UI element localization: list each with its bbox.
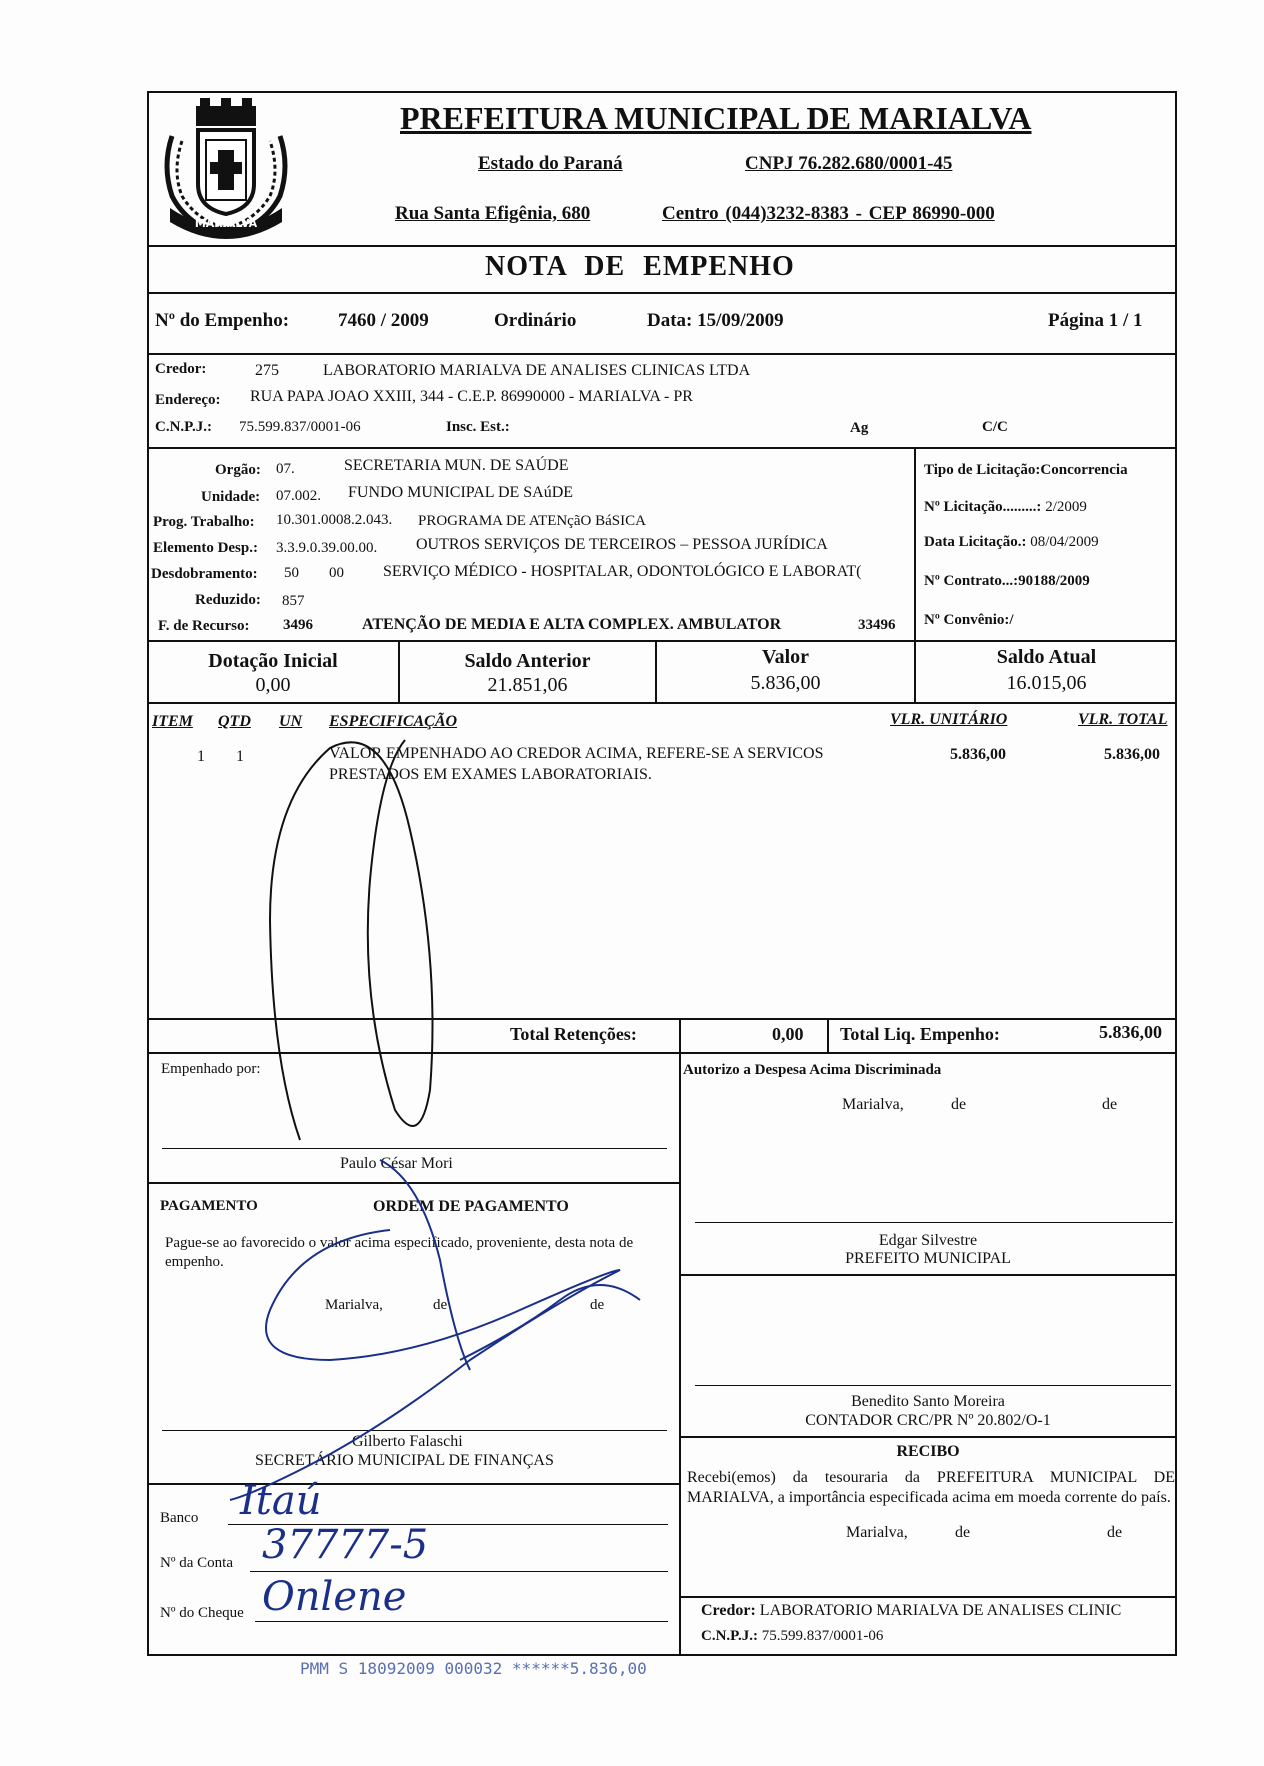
credor-code: 275 xyxy=(255,362,279,379)
saldo-anterior-value: 21.851,06 xyxy=(487,674,568,696)
autorizo-de-2: de xyxy=(1102,1096,1118,1113)
prefeito-name: Edgar Silvestre xyxy=(878,1232,978,1249)
autorizo-label: Autorizo a Despesa Acima Discriminada xyxy=(683,1062,942,1078)
pagamento-de-2: de xyxy=(590,1297,605,1313)
licitacao-number: 2/2009 xyxy=(1045,499,1087,515)
document-title: NOTA DE EMPENHO xyxy=(485,251,795,282)
empenhado-label: Empenhado por: xyxy=(161,1061,261,1077)
recibo-cnpj: 75.599.837/0001-06 xyxy=(761,1628,884,1644)
valor-label: Valor xyxy=(761,646,810,668)
empenho-number-label: Nº do Empenho: xyxy=(155,310,290,331)
reduzido-label: Reduzido: xyxy=(195,592,261,608)
rule-header xyxy=(147,245,1177,247)
rule-recibo xyxy=(679,1596,1177,1598)
recurso-name: ATENÇÃO DE MEDIA E ALTA COMPLEX. AMBULATOR xyxy=(362,616,782,633)
cheque-field-line xyxy=(255,1621,668,1622)
saldo-atual-label: Saldo Atual xyxy=(996,646,1097,668)
item-number: 1 xyxy=(197,748,205,765)
cheque-label: Nº do Cheque xyxy=(160,1605,244,1621)
item-total-value: 5.836,00 xyxy=(1104,746,1160,763)
empenho-type: Ordinário xyxy=(494,310,577,331)
institution-cnpj: CNPJ 76.282.680/0001-45 xyxy=(745,153,953,174)
contador-name: Benedito Santo Moreira xyxy=(851,1393,1005,1410)
credor-label: Credor: xyxy=(155,361,207,377)
rule-credor xyxy=(147,447,1177,449)
rule-pagamento xyxy=(147,1483,679,1485)
unidade-name: FUNDO MUNICIPAL DE SAúDE xyxy=(348,484,574,501)
rule-items xyxy=(147,1018,1177,1020)
recibo-title: RECIBO xyxy=(896,1443,960,1460)
liquido-label: Total Liq. Empenho: xyxy=(840,1024,1000,1044)
desdobramento-name: SERVIÇO MÉDICO - HOSPITALAR, ODONTOLÓGICO E LABORAT( xyxy=(383,563,862,580)
empenho-date: Data: 15/09/2009 xyxy=(647,310,784,331)
orgao-label: Orgão: xyxy=(215,462,261,478)
prefeito-title: PREFEITO MUNICIPAL xyxy=(845,1250,1011,1267)
licitacao-date: 08/04/2009 xyxy=(1030,534,1099,550)
rule-orcamento xyxy=(147,640,1177,642)
conta-field-line xyxy=(250,1571,668,1572)
recibo-de-1: de xyxy=(955,1524,971,1541)
empenhado-name: Paulo César Mori xyxy=(340,1155,453,1172)
payment-stamp: PMM S 18092009 000032 ******5.836,00 xyxy=(300,1659,647,1678)
conta-handwritten: 37777-5 xyxy=(262,1522,429,1568)
licitacao-date-label: Data Licitação.: xyxy=(924,534,1027,550)
col-qtd: QTD xyxy=(218,713,251,730)
licitacao-number-label: Nº Licitação.........: xyxy=(924,499,1042,515)
licitacao-type: Tipo de Licitação:Concorrencia xyxy=(924,462,1128,478)
unidade-code: 07.002. xyxy=(276,488,321,504)
dotacao-label: Dotação Inicial xyxy=(208,650,338,672)
recurso-label: F. de Recurso: xyxy=(158,618,250,634)
credor-cnpj: 75.599.837/0001-06 xyxy=(239,419,361,435)
convenio-number: Nº Convênio:/ xyxy=(924,612,1014,628)
secretario-title: SECRETÁRIO MUNICIPAL DE FINANÇAS xyxy=(255,1452,554,1469)
elemento-label: Elemento Desp.: xyxy=(153,540,258,556)
item-description-1: VALOR EMPENHADO AO CREDOR ACIMA, REFERE-SE A SERVICOS xyxy=(329,745,824,762)
desdobramento-label: Desdobramento: xyxy=(151,566,258,582)
retencoes-label: Total Retenções: xyxy=(510,1024,637,1044)
state-text: Estado do Paraná xyxy=(478,153,623,174)
pagamento-de-1: de xyxy=(433,1297,448,1313)
saldo-atual-value: 16.015,06 xyxy=(1006,672,1087,694)
col-un: UN xyxy=(279,713,303,730)
address-rest: Centro (044)3232-8383 - CEP 86990-000 xyxy=(662,203,995,224)
autorizo-city: Marialva, xyxy=(842,1096,904,1113)
endereco-label: Endereço: xyxy=(155,392,221,408)
valor-value: 5.836,00 xyxy=(750,672,821,694)
desdobramento-code1: 50 xyxy=(284,565,299,581)
contrato-number: Nº Contrato...:90188/2009 xyxy=(924,573,1090,589)
ordem-pagamento-label: ORDEM DE PAGAMENTO xyxy=(373,1198,569,1215)
credor-address: RUA PAPA JOAO XXIII, 344 - C.E.P. 86990000 - MARIALVA - PR xyxy=(250,388,693,405)
rule-saldos xyxy=(147,702,1177,704)
secretario-name: Gilberto Falaschi xyxy=(352,1433,463,1450)
coat-motto: MARIALVA xyxy=(194,217,258,230)
prog-name: PROGRAMA DE ATENçãO BáSICA xyxy=(418,513,646,529)
prog-code: 10.301.0008.2.043. xyxy=(276,512,393,528)
recibo-city: Marialva, xyxy=(846,1524,908,1541)
rule-center xyxy=(679,1018,681,1656)
account-label: C/C xyxy=(982,419,1008,435)
prefeito-signature-line xyxy=(695,1222,1173,1223)
address-street: Rua Santa Efigênia, 680 xyxy=(395,203,591,224)
orgao-name: SECRETARIA MUN. DE SAÚDE xyxy=(344,457,569,474)
credor-cnpj-label: C.N.P.J.: xyxy=(155,419,212,435)
elemento-name: OUTROS SERVIÇOS DE TERCEIROS – PESSOA JURÍDICA xyxy=(416,536,828,553)
rule-total xyxy=(827,1018,829,1052)
rule-title xyxy=(147,292,1177,294)
col-total-value: VLR. TOTAL xyxy=(1078,711,1168,728)
contador-signature-line xyxy=(695,1385,1171,1386)
credor-name: LABORATORIO MARIALVA DE ANALISES CLINICAS LTDA xyxy=(323,362,751,379)
secretario-signature-line xyxy=(162,1430,667,1431)
rule-contador xyxy=(679,1436,1177,1438)
recibo-credor-label: Credor: xyxy=(701,1602,756,1619)
recurso-code2: 33496 xyxy=(858,617,896,633)
orgao-code: 07. xyxy=(276,461,295,477)
empenho-number: 7460 / 2009 xyxy=(338,310,429,331)
liquido-value: 5.836,00 xyxy=(1099,1022,1162,1042)
rule-empenho xyxy=(147,353,1177,355)
dotacao-value: 0,00 xyxy=(255,674,291,696)
item-unit-value: 5.836,00 xyxy=(950,746,1006,763)
col-item: ITEM xyxy=(152,713,193,730)
col-unit-value: VLR. UNITÁRIO xyxy=(890,711,1008,728)
contador-title: CONTADOR CRC/PR Nº 20.802/O-1 xyxy=(805,1412,1051,1429)
autorizo-de-1: de xyxy=(951,1096,967,1113)
item-qtd: 1 xyxy=(236,748,244,765)
elemento-code: 3.3.9.0.39.00.00. xyxy=(276,540,378,556)
insc-est-label: Insc. Est.: xyxy=(446,419,510,435)
pagamento-label: PAGAMENTO xyxy=(160,1198,258,1214)
coat-of-arms-icon xyxy=(152,96,300,242)
empenhado-signature-line xyxy=(162,1148,667,1149)
rule-empenhado xyxy=(147,1182,679,1184)
institution-title: PREFEITURA MUNICIPAL DE MARIALVA xyxy=(400,100,1032,136)
desdobramento-code2: 00 xyxy=(329,565,344,581)
reduzido-value: 857 xyxy=(282,593,305,609)
col-especificacao: ESPECIFICAÇÃO xyxy=(329,713,458,730)
page-number: Página 1 / 1 xyxy=(1048,310,1143,331)
recibo-credor: LABORATORIO MARIALVA DE ANALISES CLINIC xyxy=(759,1602,1122,1619)
rule-prefeito xyxy=(679,1274,1177,1276)
conta-label: Nº da Conta xyxy=(160,1555,233,1571)
unidade-label: Unidade: xyxy=(201,489,261,505)
banco-label: Banco xyxy=(160,1510,199,1526)
pagamento-city: Marialva, xyxy=(325,1297,383,1313)
item-description-2: PRESTADOS EM EXAMES LABORATORIAIS. xyxy=(329,766,652,783)
recibo-de-2: de xyxy=(1107,1524,1123,1541)
retencoes-value: 0,00 xyxy=(772,1024,804,1044)
recibo-text: Recebi(emos) da tesouraria da PREFEITURA MUNICIPAL DE MARIALVA, a importância especificada acima em moeda corrente do país. xyxy=(687,1469,1175,1506)
cheque-handwritten: Onlene xyxy=(262,1574,407,1620)
recibo-cnpj-label: C.N.P.J.: xyxy=(701,1628,758,1644)
agency-label: Ag xyxy=(850,420,869,436)
banco-handwritten: Itaú xyxy=(240,1478,322,1524)
prog-label: Prog. Trabalho: xyxy=(153,514,255,530)
pagamento-text: Pague-se ao favorecido o valor acima especificado, proveniente, desta nota de empenho. xyxy=(165,1235,634,1270)
rule-totais xyxy=(147,1052,1177,1054)
recurso-code: 3496 xyxy=(283,617,313,633)
saldo-anterior-label: Saldo Anterior xyxy=(464,650,591,672)
